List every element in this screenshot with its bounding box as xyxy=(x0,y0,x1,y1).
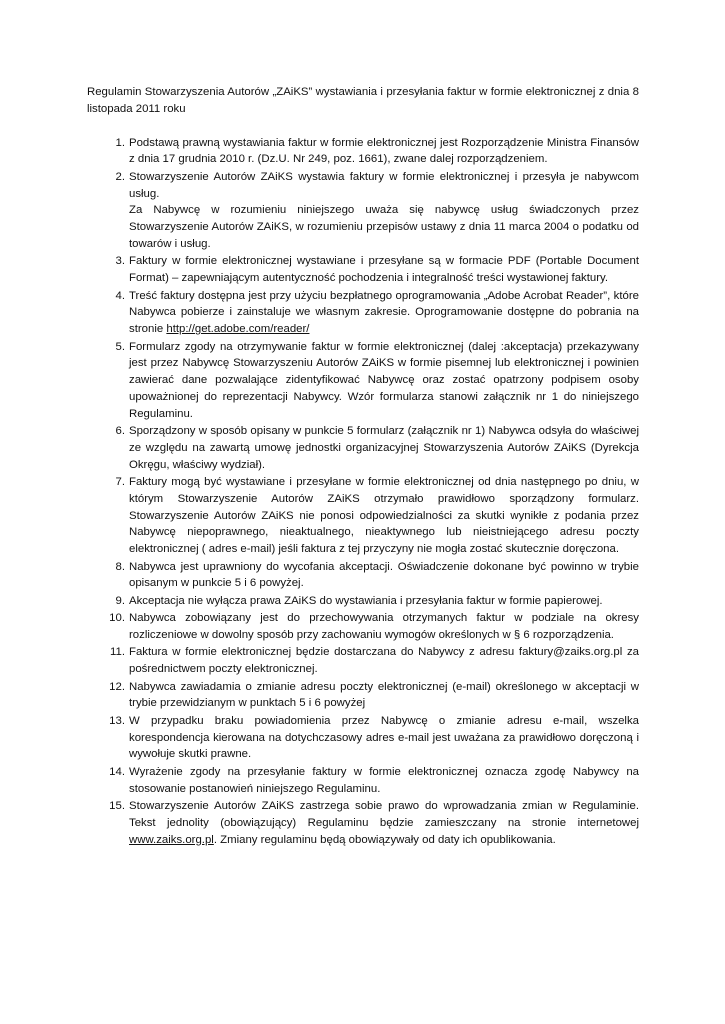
item-text: W przypadku braku powiadomienia przez Nabywcę o zmianie adresu e-mail, wszelka korespondencja kierowana na dotychczasowy adres e-mail jest uważana za prawidłowo doręczoną i wywołuje skutki prawne. xyxy=(129,714,639,761)
item-text: Faktury w formie elektronicznej wystawiane i przesyłane są w formacie PDF (Portable Document Format) – zapewniającym autentyczność pochodzenia i integralność treści wystawionej faktury. xyxy=(129,255,639,285)
item-number: 6. xyxy=(115,425,125,438)
list-item xyxy=(87,339,639,423)
item-text: Akceptacja nie wyłącza prawa ZAiKS do wystawiania i przesyłania faktur w formie papierowej. xyxy=(129,594,603,607)
document-title: Regulamin Stowarzyszenia Autorów „ZAiKS” wystawiania i przesyłania faktur w formie elektronicznej z dnia 8 listopada 2011 roku xyxy=(87,86,639,115)
item-text: Nabywca jest uprawniony do wycofania akceptacji. Oświadczenie dokonane być powinno w trybie opisanym w punkcie 5 i 6 powyżej. xyxy=(129,560,639,590)
item-text: Stowarzyszenie Autorów ZAiKS zastrzega sobie prawo do wprowadzania zmian w Regulaminie. Tekst jednolity (obowiązujący) Regulaminu będzie zamieszczany na stronie internetowej xyxy=(129,799,639,829)
item-text: Formularz zgody na otrzymywanie faktur w formie elektronicznej (dalej :akceptacja) przekazywany jest przez Nabywcę Stowarzyszeniu Autorów ZAiKS w formie pisemnej lub elektronicznej i powinien zawierać dane pozwalające zidentyfikować Nabywcę oraz zostać opatrzony podpisem osoby upoważnionej do reprezentacji Nabywcy. Wzór formularza stanowi załącznik nr 1 do niniejszego Regulaminu. xyxy=(129,340,639,420)
zaiks-website-link[interactable]: www.zaiks.org.pl xyxy=(129,833,214,846)
item-text: Nabywca zawiadamia o zmianie adresu poczty elektronicznej (e-mail) określonego w akceptacji w trybie przewidzianym w punktach 5 i 6 powyżej xyxy=(129,680,639,710)
list-item xyxy=(87,474,639,558)
list-item xyxy=(87,679,639,713)
item-number: 1. xyxy=(115,136,125,149)
item-number: 14. xyxy=(109,765,125,778)
item-number: 3. xyxy=(115,255,125,268)
list-item xyxy=(87,169,639,253)
item-text-after-link: . Zmiany regulaminu będą obowiązywały od daty ich opublikowania. xyxy=(213,833,556,846)
item-number: 4. xyxy=(115,289,125,302)
list-item xyxy=(87,644,639,678)
item-number: 10. xyxy=(109,612,125,625)
list-item xyxy=(87,559,639,593)
item-text: Nabywca zobowiązany jest do przechowywania otrzymanych faktur w podziale na okresy rozliczeniowe w dowolny sposób przy zachowaniu wymogów określonych w § 6 rozporządzenia. xyxy=(129,612,639,642)
adobe-reader-link[interactable]: http://get.adobe.com/reader/ xyxy=(166,323,310,336)
item-text-continued: Za Nabywcę w rozumieniu niniejszego uważa się nabywcę usług świadczonych przez Stowarzyszenie Autorów ZAiKS, w rozumieniu przepisów ustawy z dnia 11 marca 2004 o podatku od towarów i usług. xyxy=(129,204,639,250)
item-number: 8. xyxy=(115,560,125,573)
item-number: 9. xyxy=(115,594,125,607)
item-number: 13. xyxy=(109,714,125,727)
regulation-list xyxy=(87,135,639,849)
list-item xyxy=(87,135,639,169)
item-text: Faktura w formie elektronicznej będzie dostarczana do Nabywcy z adresu faktury@zaiks.org.pl za pośrednictwem poczty elektronicznej. xyxy=(129,646,639,676)
list-item xyxy=(87,610,639,644)
item-number: 12. xyxy=(109,680,125,693)
item-number: 2. xyxy=(115,170,125,183)
list-item xyxy=(87,423,639,473)
list-item xyxy=(87,288,639,338)
item-number: 15. xyxy=(109,799,125,812)
item-text: Sporządzony w sposób opisany w punkcie 5 formularz (załącznik nr 1) Nabywca odsyła do właściwej ze względu na zawartą umowę jednostki organizacyjnej Stowarzyszenia Autorów ZAiKS (Dyrekcja Okręgu, właściwy wydział). xyxy=(129,425,639,471)
item-number: 7. xyxy=(115,476,125,489)
item-text: Stowarzyszenie Autorów ZAiKS wystawia faktury w formie elektronicznej i przesyła je nabywcom usług. xyxy=(129,170,639,200)
list-item xyxy=(87,798,639,848)
item-text: Faktury mogą być wystawiane i przesyłane w formie elektronicznej od dnia następnego po dniu, w którym Stowarzyszenie Autorów ZAiKS otrzymało prawidłowo sporządzony formularz. Stowarzyszenie Autorów ZAiKS nie ponosi odpowiedzialności za skutki wynikłe z podania przez Nabywcę niepoprawnego, nieaktualnego, nieaktywnego lub nieistniejącego adresu poczty elektronicznej ( adres e-mail) jeśli faktura z tej przyczyny nie mogła zostać skutecznie doręczona. xyxy=(129,476,639,556)
list-item xyxy=(87,593,639,610)
item-text: Wyrażenie zgody na przesyłanie faktury w formie elektronicznej oznacza zgodę Nabywcy na stosowanie postanowień niniejszego Regulaminu. xyxy=(129,765,639,795)
list-item xyxy=(87,764,639,798)
item-number: 5. xyxy=(115,340,125,353)
list-item xyxy=(87,253,639,287)
document-page xyxy=(87,84,639,849)
list-item xyxy=(87,713,639,763)
item-text: Treść faktury dostępna jest przy użyciu bezpłatnego oprogramowania „Adobe Acrobat Reader”, które Nabywca pobierze i zainstaluje we własnym zakresie. Oprogramowanie dostępne do pobrania na stronie xyxy=(129,289,639,336)
item-text: Podstawą prawną wystawiania faktur w formie elektronicznej jest Rozporządzenie Ministra Finansów z dnia 17 grudnia 2010 r. (Dz.U. Nr 249, poz. 1661), zwane dalej rozporządzeniem. xyxy=(129,136,639,166)
item-number: 11. xyxy=(110,646,125,659)
